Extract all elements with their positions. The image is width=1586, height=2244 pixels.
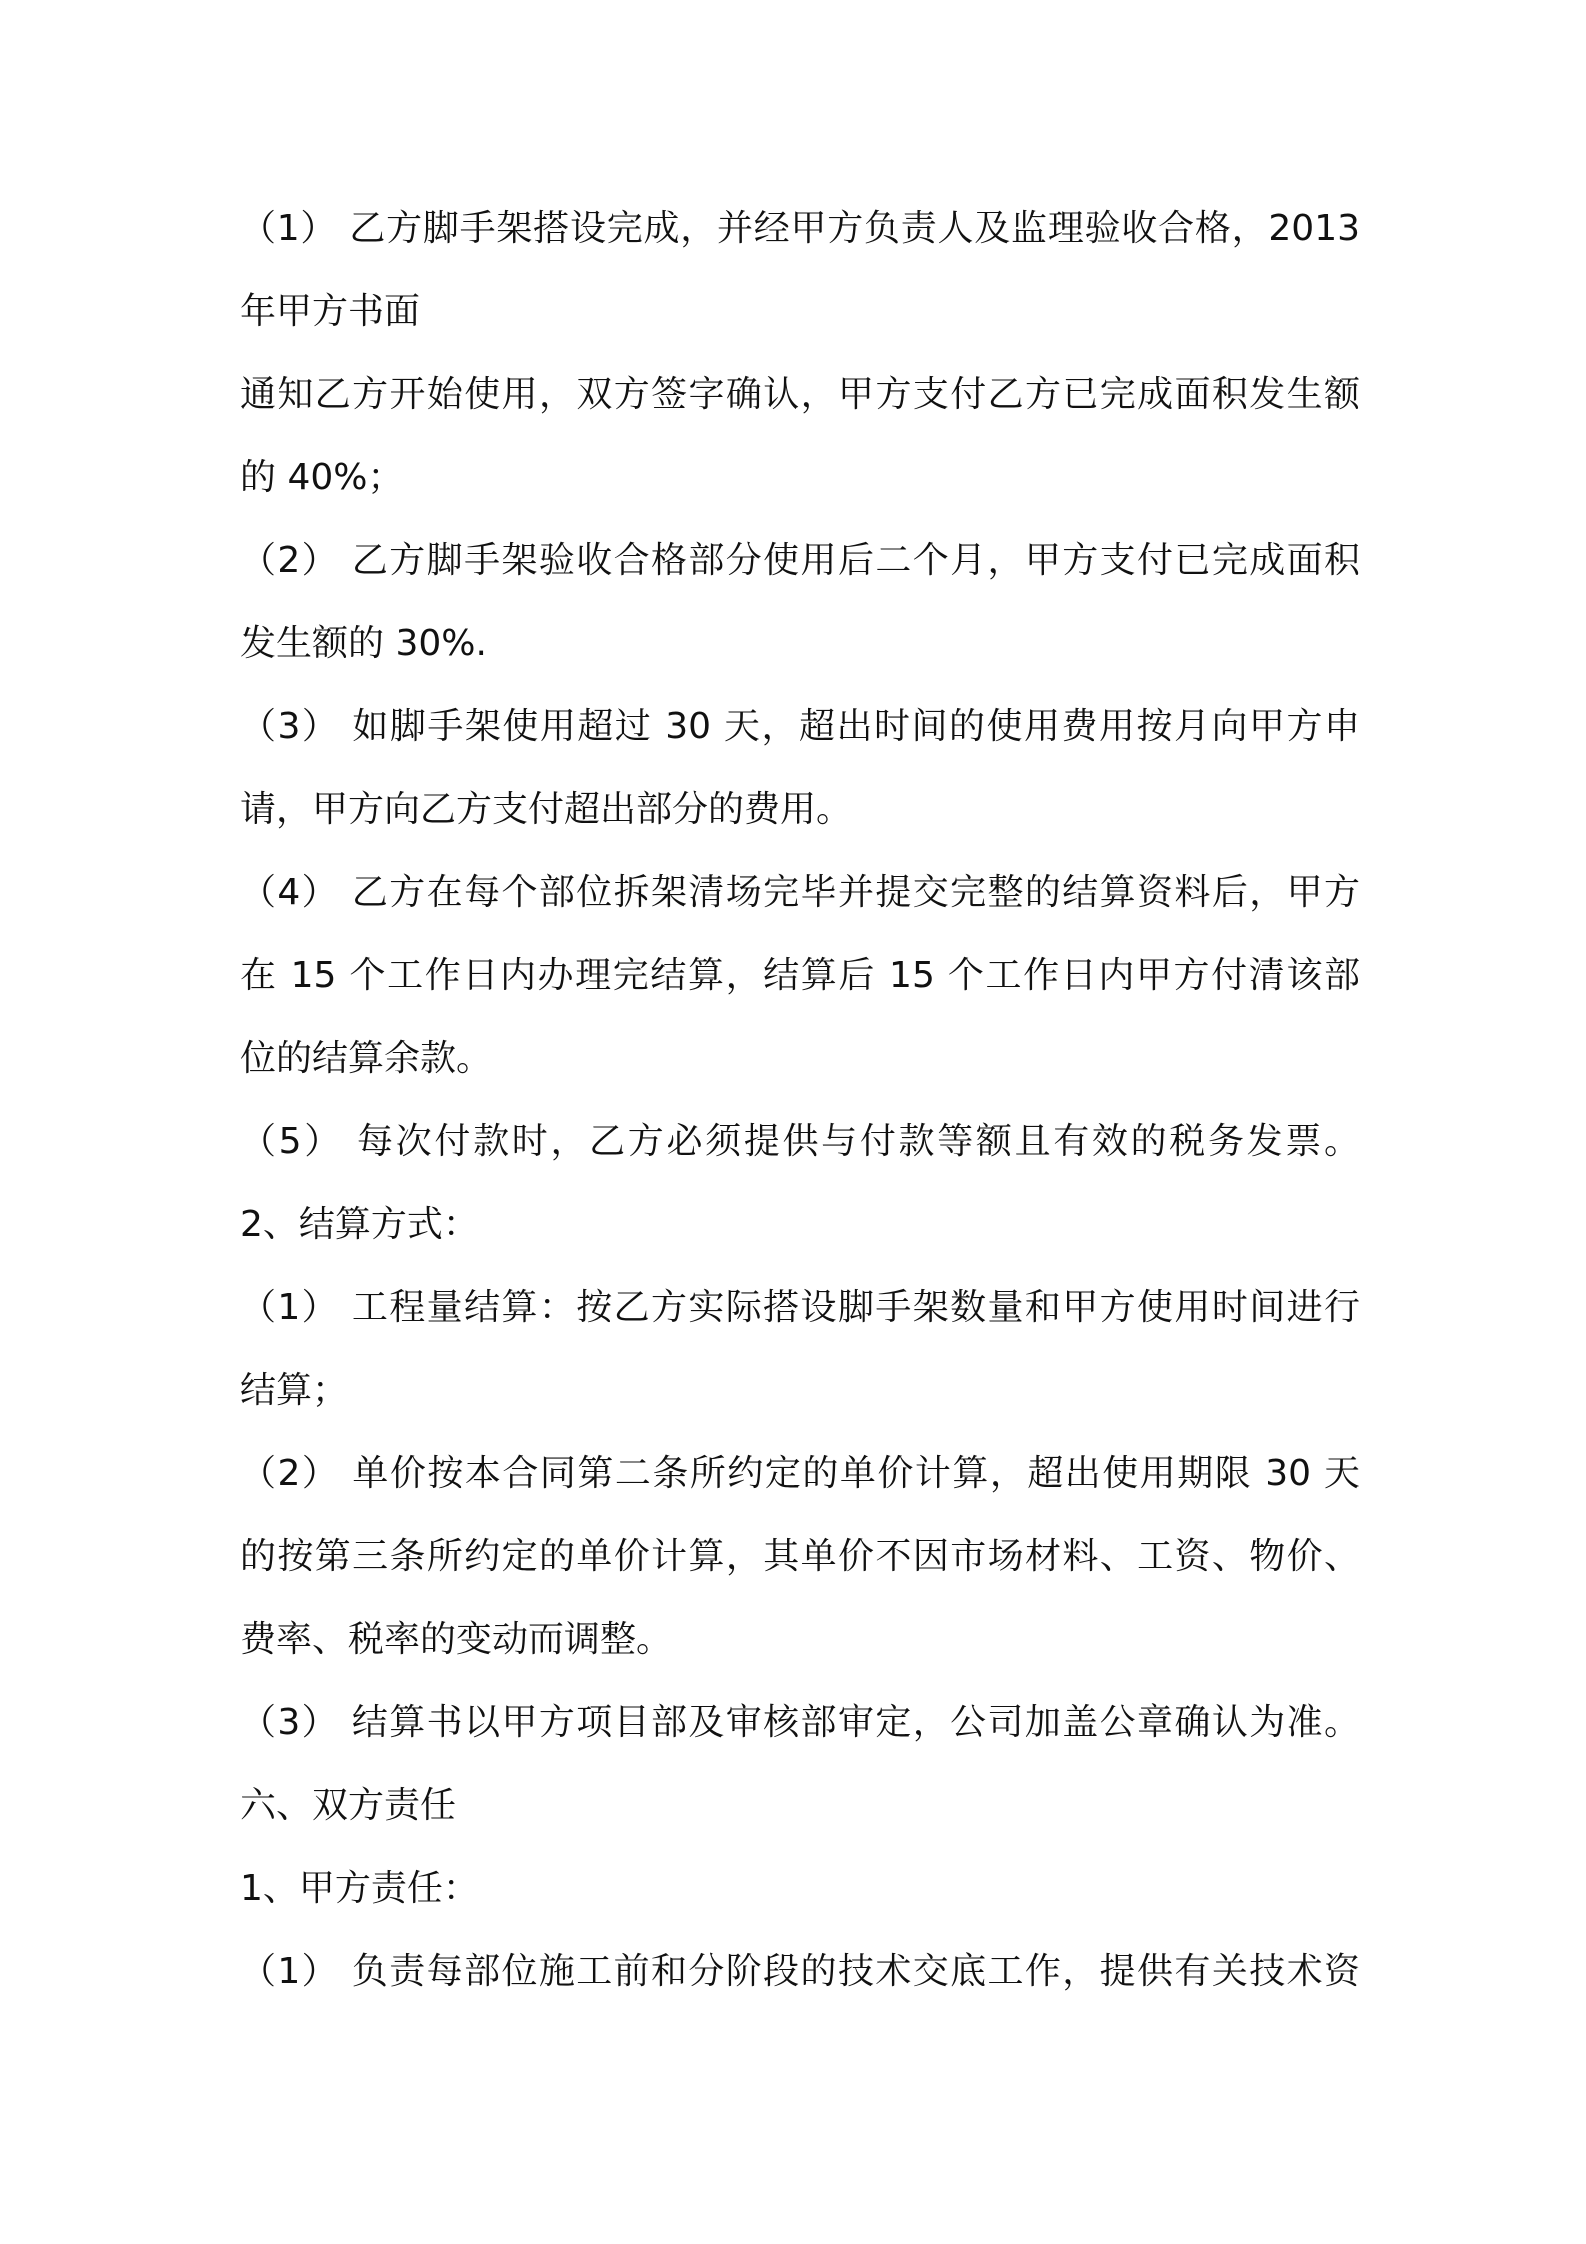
text-line: （5） 每次付款时，乙方必须提供与付款等额且有效的税务发票。 (240, 1121, 1360, 1162)
text-line: （3） 结算书以甲方项目部及审核部审定，公司加盖公章确认为准。 (240, 1702, 1360, 1743)
text-line: 费率、税率的变动而调整。 (240, 1619, 673, 1660)
text-line: 的按第三条所约定的单价计算，其单价不因市场材料、工资、物价、 (240, 1536, 1360, 1577)
text-line: （1） 乙方脚手架搭设完成，并经甲方负责人及监理验收合格，2013 (240, 208, 1360, 249)
section-heading: 六、双方责任 (240, 1785, 457, 1826)
text-line: （2） 乙方脚手架验收合格部分使用后二个月，甲方支付已完成面积 (240, 540, 1360, 581)
text-line: （1） 负责每部位施工前和分阶段的技术交底工作，提供有关技术资 (240, 1951, 1360, 1992)
text-line: 通知乙方开始使用，双方签字确认，甲方支付乙方已完成面积发生额 (240, 374, 1360, 415)
text-line: 结算； (240, 1370, 349, 1411)
text-line: 位的结算余款。 (240, 1038, 493, 1079)
text-line: （1） 工程量结算：按乙方实际搭设脚手架数量和甲方使用时间进行 (240, 1287, 1360, 1328)
text-line: 发生额的 30%. (240, 623, 487, 664)
text-line: 请，甲方向乙方支付超出部分的费用。 (240, 789, 853, 830)
text-line: 的 40%； (240, 457, 404, 498)
text-line: （3） 如脚手架使用超过 30 天，超出时间的使用费用按月向甲方申 (240, 706, 1360, 747)
text-line: （2） 单价按本合同第二条所约定的单价计算，超出使用期限 30 天 (240, 1453, 1360, 1494)
text-line: 年甲方书面 (240, 291, 421, 332)
text-line: 在 15 个工作日内办理完结算，结算后 15 个工作日内甲方付清该部 (240, 955, 1360, 996)
section-heading: 2、结算方式： (240, 1204, 479, 1245)
section-heading: 1、甲方责任： (240, 1868, 479, 1909)
text-line: （4） 乙方在每个部位拆架清场完毕并提交完整的结算资料后，甲方 (240, 872, 1360, 913)
